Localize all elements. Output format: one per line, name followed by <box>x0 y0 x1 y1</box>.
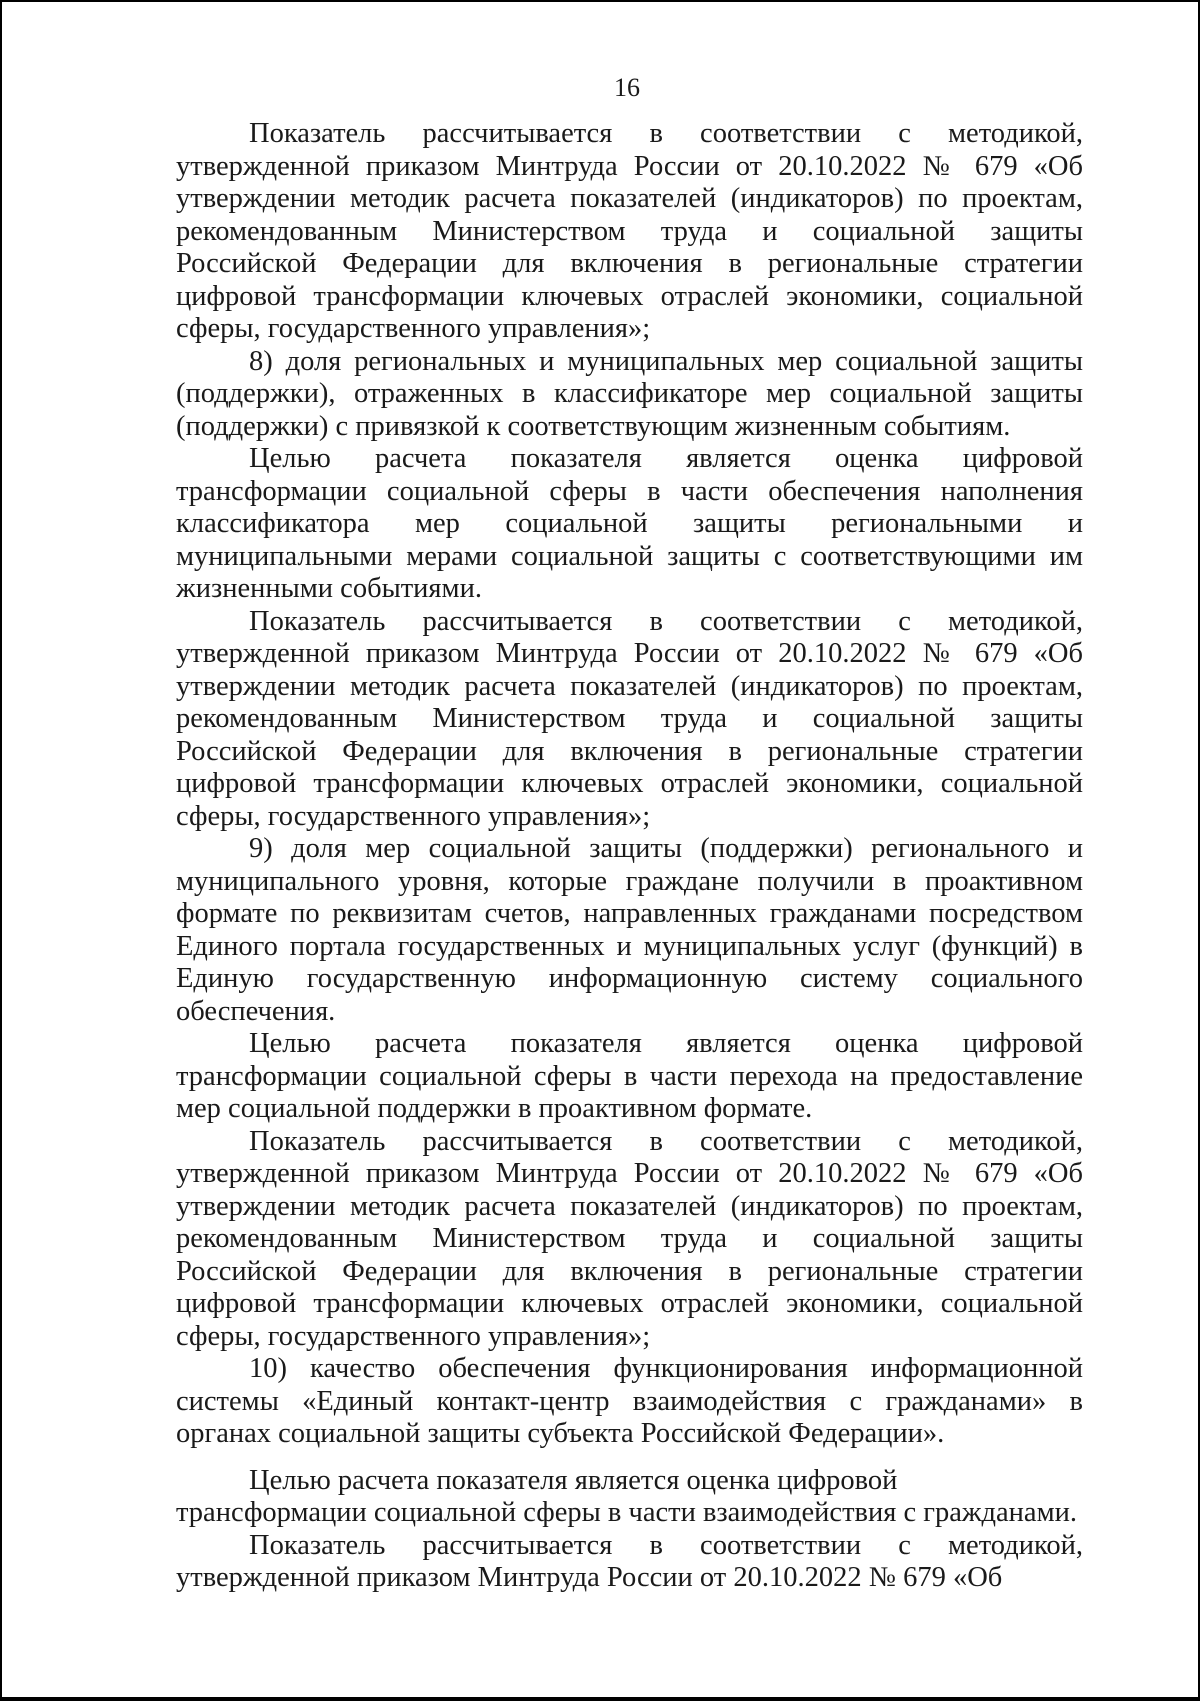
paragraph-methodology-9: Показатель рассчитывается в соответствии с методикой, утвержденной приказом Минтруда России от 20.10.2022 № 679 «Об утверждении методик расчета показателей (индикаторов) по проектам, рекомендованным Министерством труда и социальной защиты Российской Федерации для включения в региональные стратегии цифровой трансформации ключевых отраслей экономики, социальной сферы, государственного управления»; <box>176 1125 1083 1352</box>
paragraph-goal-9: Целью расчета показателя является оценка цифровой трансформации социальной сферы в части перехода на предоставление мер социальной поддержки в проактивном формате. <box>176 1028 1083 1124</box>
paragraph-methodology-10: Показатель рассчитывается в соответствии с методикой, утвержденной приказом Минтруда России от 20.10.2022 № 679 «Об <box>176 1529 1083 1593</box>
scan-border-top <box>0 0 1200 2</box>
paragraph-methodology-8: Показатель рассчитывается в соответствии с методикой, утвержденной приказом Минтруда России от 20.10.2022 № 679 «Об утверждении методик расчета показателей (индикаторов) по проектам, рекомендованным Министерством труда и социальной защиты Российской Федерации для включения в региональные стратегии цифровой трансформации ключевых отраслей экономики, социальной сферы, государственного управления»; <box>176 605 1083 832</box>
paragraph-indicator-9: 9) доля мер социальной защиты (поддержки) регионального и муниципального уровня, которые граждане получили в проактивном формате по реквизитам счетов, направленных гражданами посредством Единого портала государственных и муниципальных услуг (функций) в Единую государственную информационную систему социального обеспечения. <box>176 833 1083 1027</box>
paragraph-methodology-1: Показатель рассчитывается в соответствии с методикой, утвержденной приказом Минтруда России от 20.10.2022 № 679 «Об утверждении методик расчета показателей (индикаторов) по проектам, рекомендованным Министерством труда и социальной защиты Российской Федерации для включения в региональные стратегии цифровой трансформации ключевых отраслей экономики, социальной сферы, государственного управления»; <box>176 118 1083 344</box>
scan-border-left <box>0 0 2 1701</box>
paragraph-indicator-10: 10) качество обеспечения функционирования информационной системы «Единый контакт-центр взаимодействия с гражданами» в органах социальной защиты субъекта Российской Федерации». <box>176 1353 1083 1449</box>
paragraph-indicator-8: 8) доля региональных и муниципальных мер социальной защиты (поддержки), отраженных в классификаторе мер социальной защиты (поддержки) с привязкой к соответствующим жизненным событиям. <box>176 345 1083 442</box>
page-number: 16 <box>614 73 640 102</box>
paragraph-goal-8: Целью расчета показателя является оценка цифровой трансформации социальной сферы в части обеспечения наполнения классификатора мер социальной защиты региональными и муниципальными мерами социальной защиты с соответствующими им жизненными событиями. <box>176 443 1083 604</box>
paragraph-goal-10: Целью расчета показателя является оценка цифровой трансформации социальной сферы в части взаимодействия с гражданами. <box>176 1464 1077 1528</box>
document-body <box>176 118 1083 1595</box>
scan-border-bottom <box>0 1697 1200 1701</box>
